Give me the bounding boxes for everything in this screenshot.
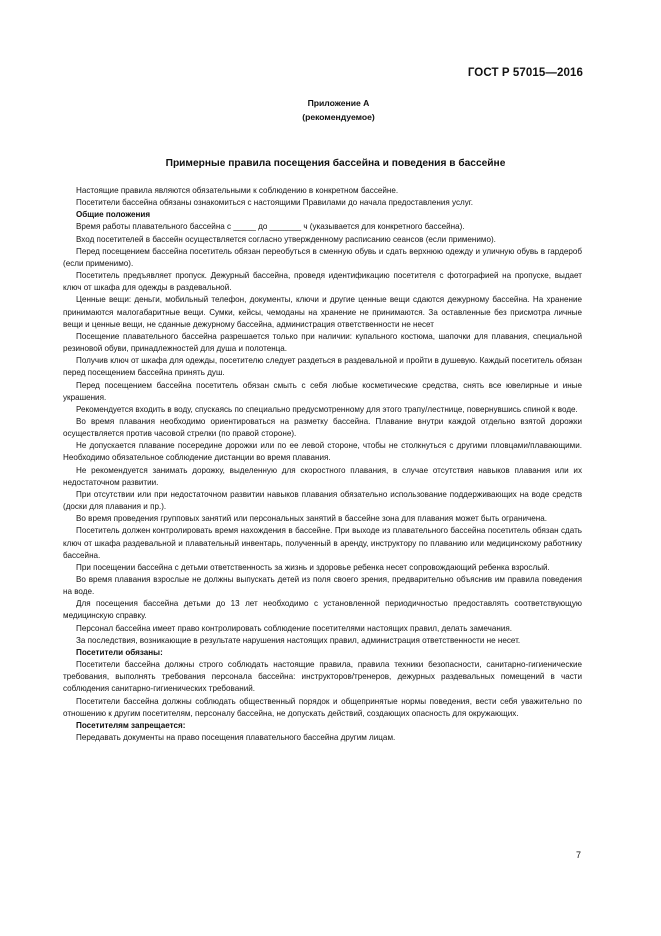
paragraph: Перед посещением бассейна посетитель обязан смыть с себя любые косметические средства, снять все ювелирные и иные украшения. [63, 380, 582, 402]
paragraph: При посещении бассейна с детьми ответственность за жизнь и здоровье ребенка несет сопровождающий ребенка взрослый. [76, 562, 550, 572]
paragraph: Посещение плавательного бассейна разрешается только при наличии: купального костюма, шапочки для плавания, специальной резиновой обуви, принадлежностей для душа и полотенца. [63, 331, 582, 354]
paragraph: Не рекомендуется занимать дорожку, выделенную для скоростного плавания, в случае отсутствия навыков плавания или их недостаточном развитии. [63, 465, 582, 487]
paragraph: Рекомендуется входить в воду, спускаясь по специально предусмотренному для этого трапу/лестнице, повернувшись спиной к воде. [76, 404, 578, 414]
paragraph: Посетитель должен контролировать время нахождения в бассейне. При выходе из плавательного бассейна посетитель обязан сдать ключ от шкафа раздевальной и плавательный инвентарь, полученный в аренду, инструктору по плаванию или медицинскому работнику бассейна. [63, 526, 582, 560]
paragraph: Вход посетителей в бассейн осуществляется согласно утвержденному расписанию сеансов (если применимо). [76, 234, 496, 244]
paragraph: Персонал бассейна имеет право контролировать соблюдение посетителями настоящих правил, делать замечания. [76, 623, 513, 633]
section-heading: Общие положения [76, 210, 151, 220]
paragraph: Передавать документы на право посещения плавательного бассейна другим лицам. [76, 733, 396, 743]
paragraph: При отсутствии или при недостаточном развитии навыков плавания обязательно использование поддерживающих на воде средств (доски для плавания и пр.). [63, 489, 582, 512]
standard-code: ГОСТ Р 57015—2016 [467, 67, 583, 79]
appendix-label: Приложение А [307, 98, 370, 108]
paragraph: Во время плавания взрослые не должны выпускать детей из поля своего зрения, предварительно объяснив им правила поведения на воде. [63, 575, 582, 597]
paragraph: Ценные вещи: деньги, мобильный телефон, документы, ключи и другие ценные вещи сдаются дежурному бассейна. На хранение принимаются малогабаритные вещи. Сумки, кейсы, чемоданы на хранение не принимаются. За оставленные без присмотра личные вещи и ценные вещи, не сданные дежурному бассейна, администрация ответственности не несет [63, 295, 582, 329]
paragraph: Во время проведения групповых занятий или персональных занятий в бассейне зона для плавания может быть ограничена. [76, 514, 547, 524]
paragraph: Для посещения бассейна детьми до 13 лет необходимо с установленной периодичностью предоставлять соответствующую медицинскую справку. [63, 599, 582, 621]
paragraph: За последствия, возникающие в результате нарушения настоящих правил, администрация ответственности не несет. [76, 635, 521, 645]
paragraph: Не допускается плавание посередине дорожки или по ее левой стороне, чтобы не столкнуться с другими пловцами/плавающими. Необходимо обязательное соблюдение дистанции во время плавания. [63, 441, 582, 463]
section-heading: Посетителям запрещается: [76, 720, 186, 730]
paragraph: Во время плавания необходимо ориентироваться на разметку бассейна. Плавание внутри каждой отдельно взятой дорожки осуществляется против часовой стрелки (по правой стороне). [63, 416, 582, 439]
appendix-status: (рекомендуемое) [302, 112, 375, 122]
paragraph: Посетители бассейна должны соблюдать общественный порядок и общепринятые нормы поведения, вести себя уважительно по отношению к другим посетителям, персоналу бассейна, не допускать действий, создающих опасность для окружающих. [63, 696, 582, 718]
document-title: Примерные правила посещения бассейна и поведения в бассейне [165, 158, 506, 169]
page-number: 7 [576, 850, 582, 860]
paragraph: Настоящие правила являются обязательными к соблюдению в конкретном бассейне. [76, 186, 399, 195]
paragraph: Посетители бассейна обязаны ознакомиться с настоящими Правилами до начала предоставления услуг. [76, 198, 473, 208]
body-text [63, 185, 582, 744]
paragraph: Посетитель предъявляет пропуск. Дежурный бассейна, проведя идентификацию посетителя с фотографией на пропуске, выдает ключ от шкафа для одежды в раздевальной. [63, 271, 582, 293]
section-heading: Посетители обязаны: [76, 647, 163, 657]
paragraph: Время работы плавательного бассейна с _____ до _______ ч (указывается для конкретного бассейна). [76, 222, 465, 232]
paragraph: Перед посещением бассейна посетитель обязан переобуться в сменную обувь и сдать верхнюю одежду и уличную обувь в гардероб (если применимо). [63, 246, 582, 268]
paragraph: Посетители бассейна должны строго соблюдать настоящие правила, правила техники безопасности, санитарно-гигиенические требования, выполнять требования персонала бассейна: инструкторов/тренеров, дежурных раздевальных помещений в части соблюдения санитарно-гигиенических требований. [63, 660, 582, 694]
appendix-heading [0, 96, 661, 124]
paragraph: Получив ключ от шкафа для одежды, посетителю следует раздеться в раздевальной и пройти в душевую. Каждый посетитель обязан перед посещением бассейна принять душ. [63, 356, 582, 378]
